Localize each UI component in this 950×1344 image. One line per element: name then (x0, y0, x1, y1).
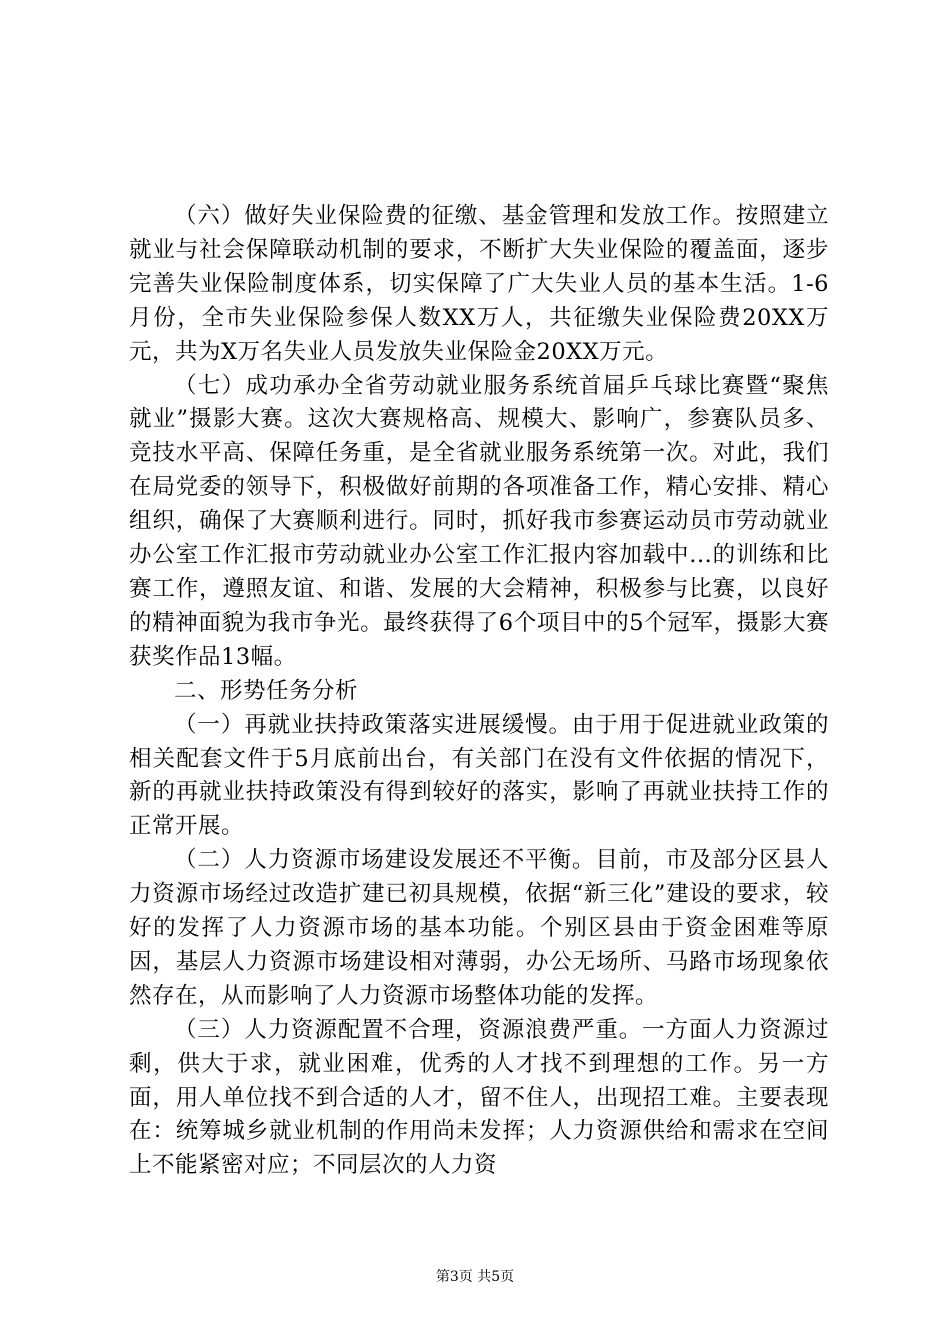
paragraph-unemployment-insurance: （六）做好失业保险费的征缴、基金管理和发放工作。按照建立就业与社会保障联动机制的要求，不断扩大失业保险的覆盖面，逐步完善失业保险制度体系，切实保障了广大失业人员的基本生活。1-6月份，全市失业保险参保人数XX万人，共征缴失业保险费20XX万元，共为X万名失业人员发放失业保险金20XX万元。 (129, 203, 829, 365)
paragraph-hr-market-construction: （二）人力资源市场建设发展还不平衡。目前，市及部分区县人力资源市场经过改造扩建已初具规模，依据“新三化”建设的要求，较好的发挥了人力资源市场的基本功能。个别区县由于资金困难等原因，基层人力资源市场建设相对薄弱，办公无场所、马路市场现象依然存在，从而影响了人力资源市场整体功能的发挥。 (129, 847, 829, 1009)
paragraph-reemployment-policy: （一）再就业扶持政策落实进展缓慢。由于用于促进就业政策的相关配套文件于5月底前出台，有关部门在没有文件依据的情况下，新的再就业扶持政策没有得到较好的落实，影响了再就业扶持工作的正常开展。 (129, 711, 829, 840)
paragraph-hr-allocation: （三）人力资源配置不合理，资源浪费严重。一方面人力资源过剩，供大于求，就业困难，优秀的人才找不到理想的工作。另一方面，用人单位找不到合适的人才，留不住人，出现招工难。主要表现在：统筹城乡就业机制的作用尚未发挥；人力资源供给和需求在空间上不能紧密对应；不同层次的人力资 (129, 1016, 829, 1179)
document-body (129, 200, 829, 1183)
page-number-footer: 第3页 共5页 (435, 1269, 515, 1285)
section-heading-situation-analysis: 二、形势任务分析 (174, 677, 359, 704)
paragraph-table-tennis-competition: （七）成功承办全省劳动就业服务系统首届乒乓球比赛暨“聚焦就业”摄影大赛。这次大赛规格高、规模大、影响广，参赛队员多、竞技水平高、保障任务重，是全省就业服务系统第一次。对此，我们在局党委的领导下，积极做好前期的各项准备工作，精心安排、精心组织，确保了大赛顺利进行。同时，抓好我市参赛运动员市劳动就业办公室工作汇报市劳动就业办公室工作汇报内容加载中...的训练和比赛工作，遵照友谊、和谐、发展的大会精神，积极参与比赛，以良好的精神面貌为我市争光。最终获得了6个项目中的5个冠军，摄影大赛获奖作品13幅。 (129, 372, 829, 670)
